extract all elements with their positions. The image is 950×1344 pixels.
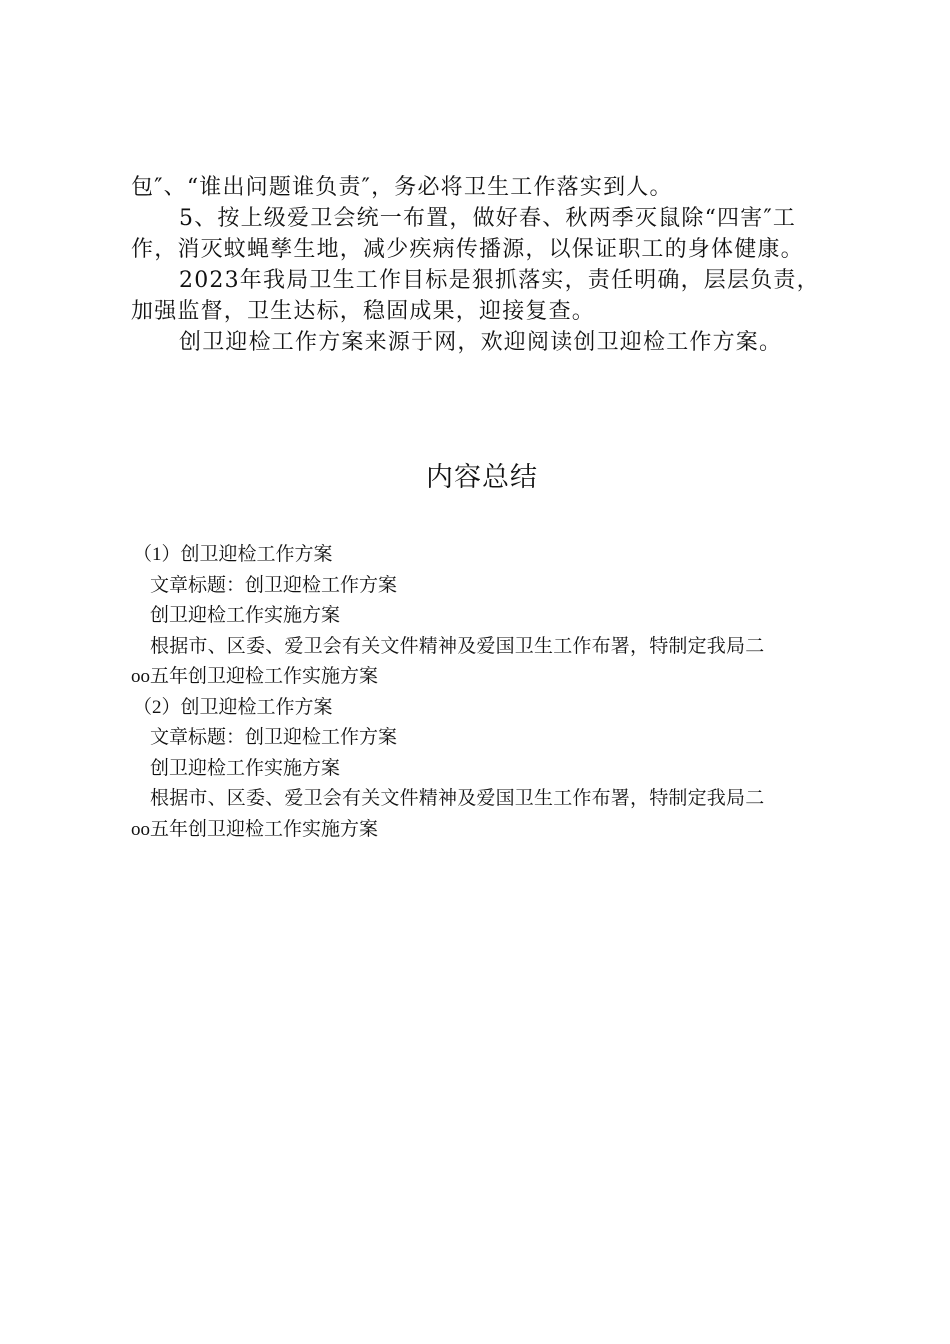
summary-item xyxy=(131,693,831,846)
summary-paragraph-line: oo五年创卫迎检工作实施方案 xyxy=(131,818,379,840)
summary-title: 内容总结 xyxy=(426,462,538,493)
summary-article-title: 文章标题：创卫迎检工作方案 xyxy=(150,574,398,596)
summary-plan-title: 创卫迎检工作实施方案 xyxy=(150,605,341,626)
paragraph-item-5: 5、按上级爱卫会统一布置，做好春、秋两季灭鼠除“四害″工作，消灭蚊蝇孳生地，减少疾病传播源，以保证职工的身体健康。 xyxy=(131,206,804,262)
summary-paragraph-line: 根据市、区委、爱卫会有关文件精神及爱国卫生工作布署，特制定我局二 xyxy=(150,635,765,657)
summary-paragraph-line: oo五年创卫迎检工作实施方案 xyxy=(131,666,379,687)
body-text xyxy=(131,172,831,358)
summary-plan-title: 创卫迎检工作实施方案 xyxy=(150,757,341,779)
paragraph-continuation: 包″、“谁出问题谁负责″，务必将卫生工作落实到人。 xyxy=(131,175,673,200)
summary-article-title: 文章标题：创卫迎检工作方案 xyxy=(150,727,398,748)
summary-section xyxy=(131,540,831,845)
paragraph-goal: 2023年我局卫生工作目标是狠抓落实，责任明确，层层负责，加强监督，卫生达标，稳固成果，迎接复查。 xyxy=(131,268,820,324)
summary-item-heading: （2）创卫迎检工作方案 xyxy=(133,696,333,718)
summary-item-heading: （1）创卫迎检工作方案 xyxy=(133,544,333,565)
paragraph-source: 创卫迎检工作方案来源于网，欢迎阅读创卫迎检工作方案。 xyxy=(179,330,783,355)
summary-item xyxy=(131,540,831,693)
summary-paragraph-line: 根据市、区委、爱卫会有关文件精神及爱国卫生工作布署，特制定我局二 xyxy=(150,788,765,809)
